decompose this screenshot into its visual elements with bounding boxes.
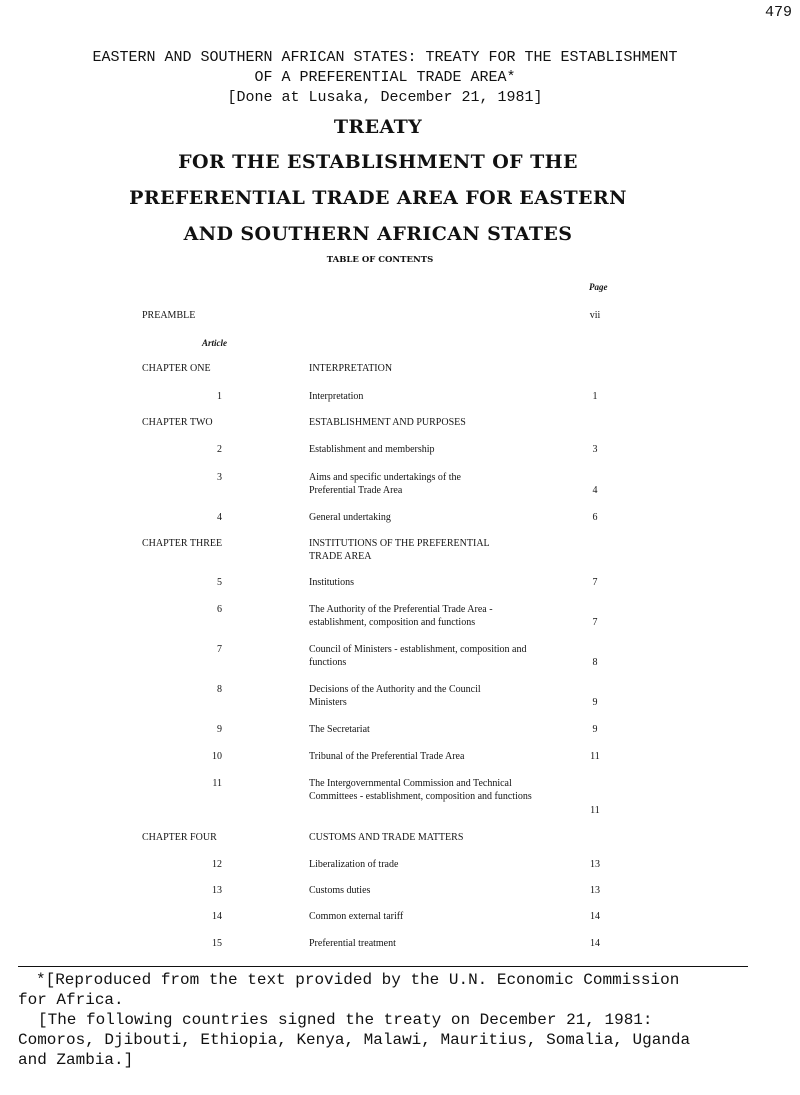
title-line-2: FOR THE ESTABLISHMENT OF THE xyxy=(178,151,578,173)
toc-article-label: Article xyxy=(202,338,227,348)
header-line-2: OF A PREFERENTIAL TRADE AREA* xyxy=(254,69,516,86)
header-line-3: [Done at Lusaka, December 21, 1981] xyxy=(227,89,543,106)
toc-article-page: 8 xyxy=(592,657,598,668)
toc-chapter-title: CUSTOMS AND TRADE MATTERS xyxy=(309,832,464,843)
toc-article-title: General undertaking xyxy=(309,512,391,523)
toc-article-title: Liberalization of trade xyxy=(309,859,399,870)
toc-article-number: 5 xyxy=(217,577,222,588)
title-line-3: PREFERENTIAL TRADE AREA FOR EASTERN xyxy=(129,187,627,209)
toc-chapter-label: CHAPTER TWO xyxy=(142,417,213,428)
footnote-line: and Zambia.] xyxy=(18,1051,134,1069)
toc-chapter-title: INTERPRETATION xyxy=(309,363,393,374)
toc-preamble-label: PREAMBLE xyxy=(142,310,196,321)
toc-article-page: 14 xyxy=(590,911,600,922)
toc-article-page: 11 xyxy=(590,805,600,816)
footnote-line: [The following countries signed the treaty on December 21, 1981: xyxy=(38,1011,653,1029)
toc-article-title: The Intergovernmental Commission and Technical Committees - establishment, composition and functions xyxy=(309,778,532,802)
toc-chapter-label: CHAPTER THREE xyxy=(142,538,223,549)
title-line-1: TREATY xyxy=(333,116,423,138)
toc-article-number: 13 xyxy=(212,885,222,896)
toc-article-number: 8 xyxy=(217,684,222,695)
footnote-line: for Africa. xyxy=(18,991,124,1009)
toc-article-title: Establishment and membership xyxy=(309,444,435,455)
toc-heading: TABLE OF CONTENTS xyxy=(326,255,434,265)
toc-article-page: 13 xyxy=(590,885,600,896)
toc-chapter-title: INSTITUTIONS OF THE PREFERENTIAL TRADE AREA xyxy=(309,538,490,562)
header-line-1: EASTERN AND SOUTHERN AFRICAN STATES: TREATY FOR THE ESTABLISHMENT xyxy=(92,49,678,66)
toc-page-label: Page xyxy=(589,282,608,292)
title-line-4: AND SOUTHERN AFRICAN STATES xyxy=(183,223,573,245)
toc-article-number: 6 xyxy=(217,604,222,615)
footnote-line: *[Reproduced from the text provided by the U.N. Economic Commission xyxy=(36,971,680,989)
toc-article-title: Aims and specific undertakings of the Preferential Trade Area xyxy=(309,472,461,496)
toc-chapter-label: CHAPTER FOUR xyxy=(142,832,217,843)
toc-article-page: 4 xyxy=(592,485,598,496)
footnote-line: Comoros, Djibouti, Ethiopia, Kenya, Malawi, Mauritius, Somalia, Uganda xyxy=(18,1031,691,1049)
toc-article-number: 12 xyxy=(212,859,222,870)
toc-article-title: Decisions of the Authority and the Council Ministers xyxy=(309,684,481,708)
toc-article-page: 13 xyxy=(590,859,600,870)
toc-article-number: 2 xyxy=(217,444,222,455)
toc-article-number: 15 xyxy=(212,938,222,949)
toc-article-page: 6 xyxy=(592,512,598,523)
toc-article-page: 9 xyxy=(592,724,598,735)
toc-article-page: 7 xyxy=(592,577,598,588)
toc-article-number: 10 xyxy=(212,751,222,762)
toc-article-page: 14 xyxy=(590,938,600,949)
toc-article-title: Tribunal of the Preferential Trade Area xyxy=(309,751,465,762)
toc-article-number: 9 xyxy=(217,724,222,735)
page-number: 479 xyxy=(764,4,792,21)
toc-article-page: 1 xyxy=(592,391,598,402)
toc-preamble-page: vii xyxy=(589,310,601,321)
toc-article-page: 11 xyxy=(590,751,600,762)
toc-article-number: 11 xyxy=(212,778,222,789)
toc-chapter-title: ESTABLISHMENT AND PURPOSES xyxy=(309,417,466,428)
toc-article-title: Council of Ministers - establishment, composition and functions xyxy=(309,644,527,668)
toc-article-page: 3 xyxy=(592,444,598,455)
toc-article-number: 3 xyxy=(217,472,222,483)
toc-article-title: Customs duties xyxy=(309,885,371,896)
toc-article-title: Common external tariff xyxy=(309,911,404,922)
toc-article-page: 9 xyxy=(592,697,598,708)
toc-article-title: Institutions xyxy=(309,577,355,588)
toc-article-page: 7 xyxy=(592,617,598,628)
toc-article-title: The Authority of the Preferential Trade Area - establishment, composition and functions xyxy=(309,604,493,628)
footnote-rule xyxy=(18,966,748,967)
toc-article-number: 7 xyxy=(217,644,222,655)
toc-article-title: Interpretation xyxy=(309,391,364,402)
toc-chapter-label: CHAPTER ONE xyxy=(142,363,211,374)
toc-article-number: 1 xyxy=(217,391,222,402)
toc-article-title: The Secretariat xyxy=(309,724,370,735)
toc-article-title: Preferential treatment xyxy=(309,938,396,949)
toc-article-number: 14 xyxy=(212,911,222,922)
toc-article-number: 4 xyxy=(217,512,222,523)
